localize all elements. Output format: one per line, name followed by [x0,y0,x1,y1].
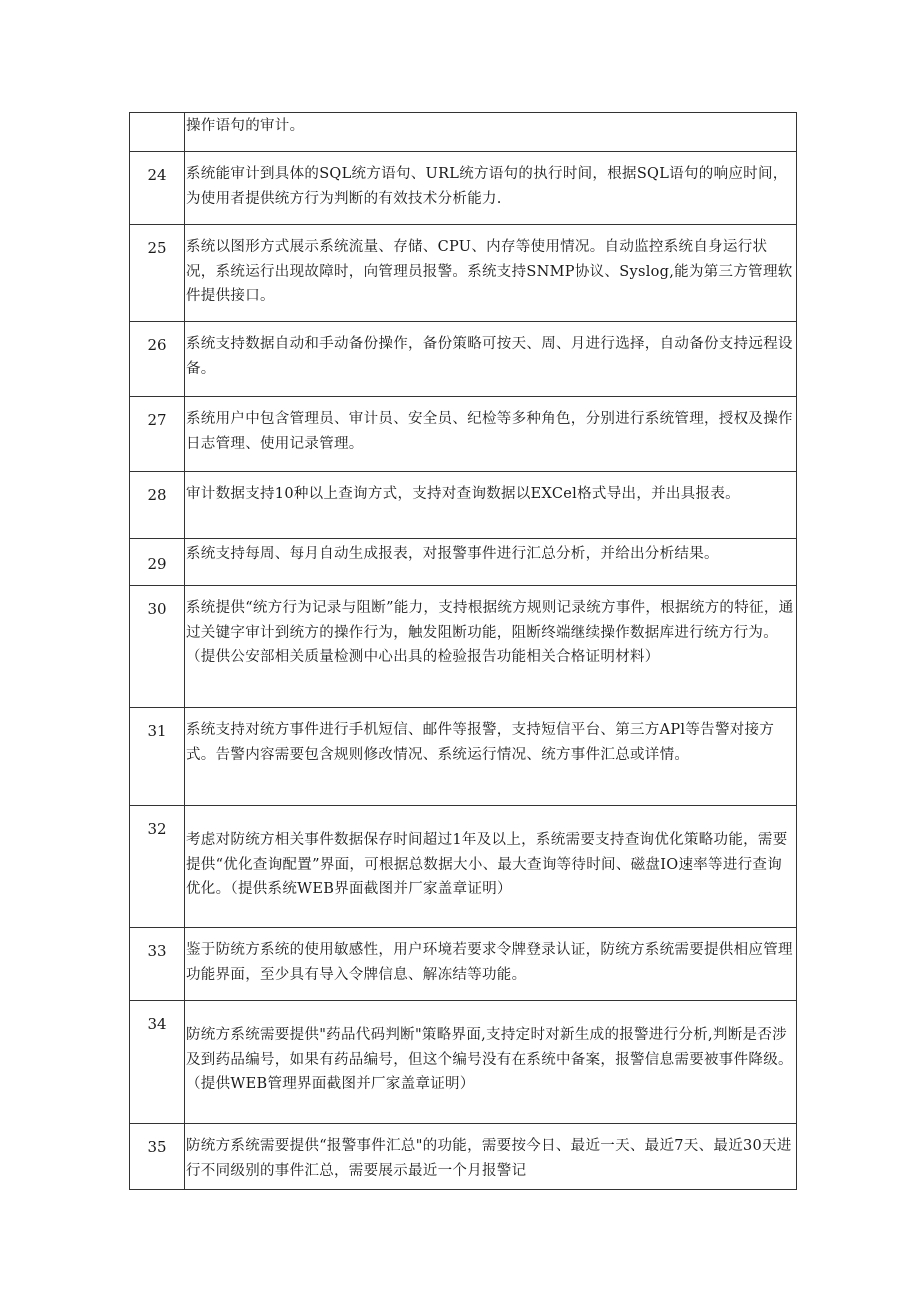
row-number: 29 [130,539,185,586]
row-text: 系统以图形方式展示系统流量、存储、CPU、内存等使用情况。自动监控系统自身运行状况，系统运行出现故障时，向管理员报警。系统支持SNMP协议、Syslog,能为第三方管理软件提供接口。 [185,225,797,322]
table-row [130,806,797,928]
row-number: 35 [130,1124,185,1190]
row-text: 系统支持数据自动和手动备份操作，备份策略可按天、周、月进行选择，自动备份支持远程设备。 [185,322,797,397]
row-number: 32 [130,806,185,928]
table-row [130,1124,797,1190]
requirements-table [129,112,797,1190]
table-row [130,225,797,322]
row-text: 鉴于防统方系统的使用敏感性，用户环境若要求令牌登录认证，防统方系统需要提供相应管理功能界面，至少具有导入令牌信息、解冻结等功能。 [185,928,797,1001]
table-row [130,1001,797,1124]
row-number: 26 [130,322,185,397]
row-number: 24 [130,152,185,225]
row-number: 30 [130,586,185,708]
row-text: 防统方系统需要提供“报警事件汇总"的功能，需要按今日、最近一天、最近7天、最近30天进行不同级别的事件汇总，需要展示最近一个月报警记 [185,1124,797,1190]
row-number: 27 [130,397,185,472]
row-text: 系统支持每周、每月自动生成报表，对报警事件进行汇总分析，并给出分析结果。 [185,539,797,586]
row-number: 34 [130,1001,185,1124]
row-text: 系统能审计到具体的SQL统方语句、URL统方语句的执行时间，根据SQL语句的响应时间，为使用者提供统方行为判断的有效技术分析能力. [185,152,797,225]
row-number: 28 [130,472,185,539]
row-number: 33 [130,928,185,1001]
table-row [130,539,797,586]
table-row [130,322,797,397]
table-row [130,708,797,806]
row-text: 系统支持对统方事件进行手机短信、邮件等报警，支持短信平台、第三方APl等告警对接方式。告警内容需要包含规则修改情况、系统运行情况、统方事件汇总或详情。 [185,708,797,806]
table-row [130,113,797,152]
row-number: 25 [130,225,185,322]
row-text: 审计数据支持10种以上查询方式，支持对查询数据以EXCel格式导出，并出具报表。 [185,472,797,539]
row-text: 系统用户中包含管理员、审计员、安全员、纪检等多种角色，分别进行系统管理，授权及操作日志管理、使用记录管理。 [185,397,797,472]
row-text: 操作语句的审计。 [185,113,797,152]
row-text: 防统方系统需要提供"药品代码判断"策略界面,支持定时对新生成的报警进行分析,判断是否涉及到药品编号，如果有药品编号，但这个编号没有在系统中备案，报警信息需要被事件降级。（提供WEB管理界面截图并厂家盖章证明） [185,1001,797,1124]
table-row [130,586,797,708]
table-row [130,397,797,472]
table-row [130,152,797,225]
row-text: 系统提供“统方行为记录与阻断”能力，支持根据统方规则记录统方事件，根据统方的特征，通过关键字审计到统方的操作行为，触发阻断功能，阻断终端继续操作数据库进行统方行为。（提供公安部相关质量检测中心出具的检验报告功能相关合格证明材料） [185,586,797,708]
table-row [130,928,797,1001]
table-row [130,472,797,539]
row-number: 31 [130,708,185,806]
row-text: 考虑对防统方相关事件数据保存时间超过1年及以上，系统需要支持查询优化策略功能，需要提供“优化查询配置”界面，可根据总数据大小、最大查询等待时间、磁盘IO速率等进行查询优化。（提供系统WEB界面截图并厂家盖章证明） [185,806,797,928]
row-number [130,113,185,152]
